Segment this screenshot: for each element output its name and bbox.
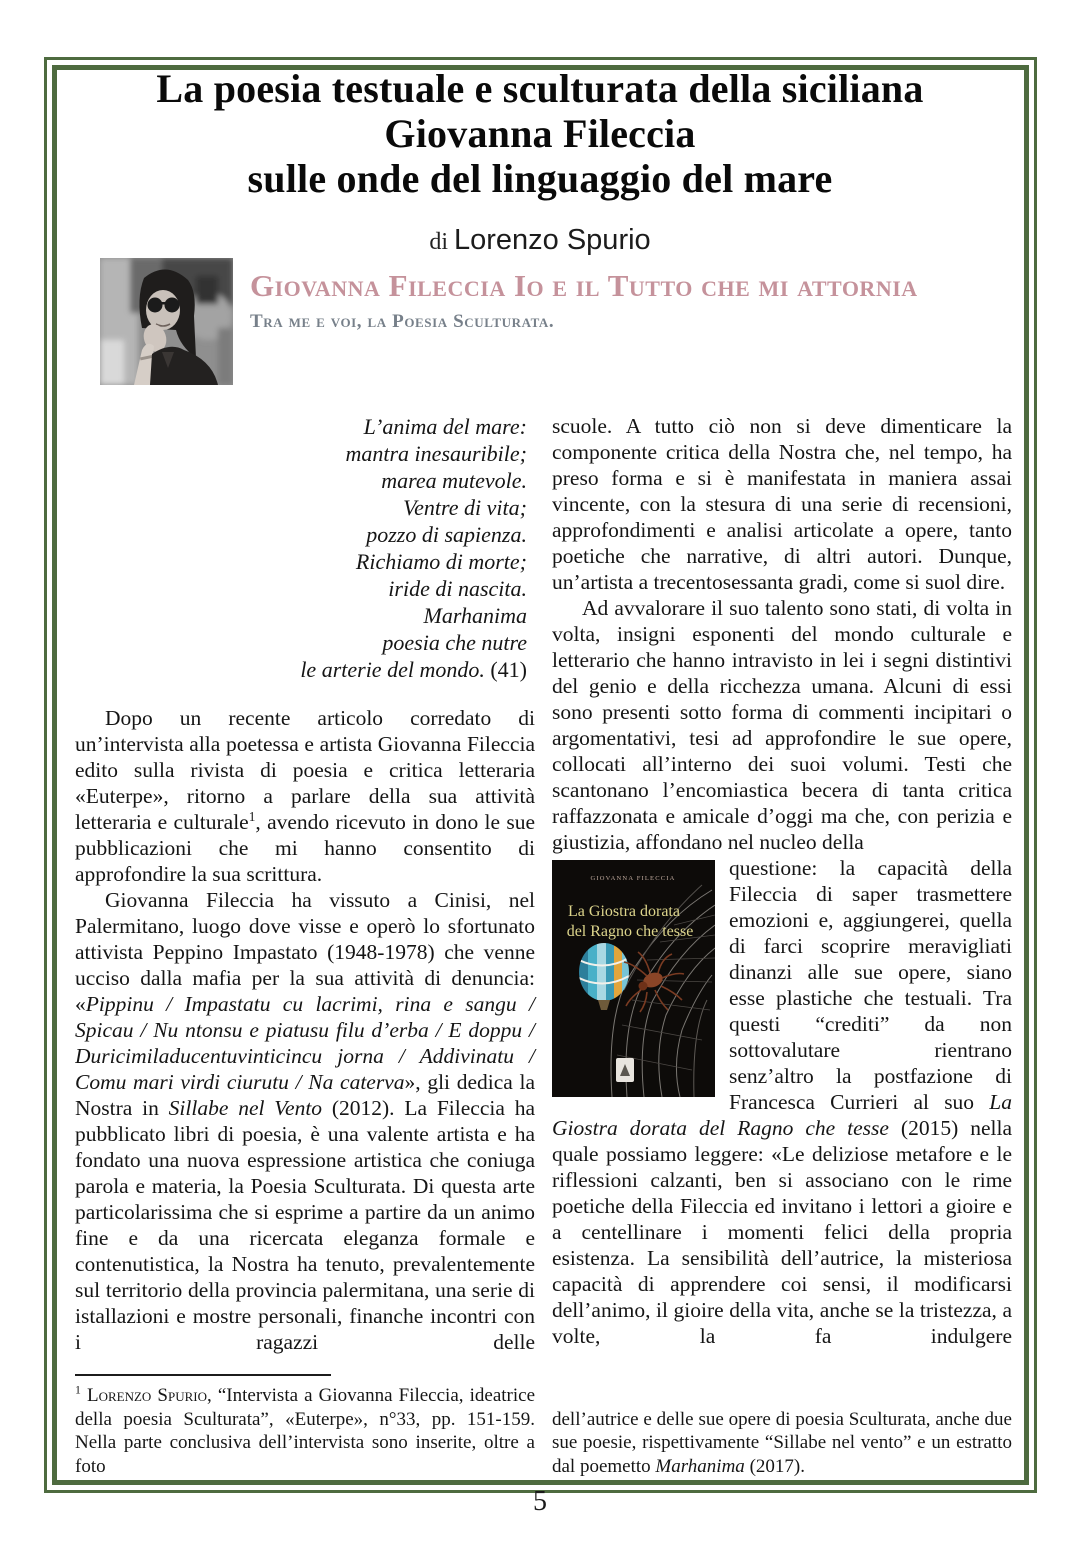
right-column bbox=[552, 413, 1012, 1478]
footnote-1-author: Lorenzo Spurio bbox=[87, 1385, 207, 1406]
book-title-sillabe: Sillabe nel Vento bbox=[168, 1096, 323, 1120]
paragraph-biography-text-cont: », gli dedica la Nostra in bbox=[75, 1070, 535, 1120]
byline bbox=[0, 224, 1080, 257]
byline-prefix: di bbox=[429, 229, 454, 255]
article-title bbox=[90, 66, 990, 201]
author-photo-image bbox=[100, 258, 233, 385]
book-cover-title-line1: La Giostra dorata bbox=[568, 903, 680, 920]
paragraph-with-cover bbox=[552, 855, 1012, 1349]
footnote-1-number: 1 bbox=[75, 1383, 81, 1397]
footnote-marhanima-title: Marhanima bbox=[655, 1455, 745, 1477]
footnote-1-continuation-end: (2017). bbox=[744, 1455, 805, 1477]
footnote-area-right bbox=[552, 1408, 1012, 1479]
banner bbox=[250, 269, 1020, 333]
poem-last-line-text: le arterie del mondo. bbox=[300, 657, 485, 682]
banner-subtitle: Tra me e voi, la Poesia Sculturata. bbox=[250, 311, 555, 332]
poem-last-line bbox=[75, 656, 527, 683]
paragraph-biography-text: Giovanna Fileccia ha vissuto a Cinisi, nel Palermitano, luogo dove visse e operò lo sfortunato attivista Peppino Impastato (1948-1978) che venne ucciso dalla mafia per la sua attività di denuncia: « bbox=[75, 888, 535, 1016]
left-column bbox=[75, 413, 535, 1478]
paragraph-critica: scuole. A tutto ciò non si deve dimenticare la componente critica della Nostra che, nel tempo, ha preso forma e si è manifestata in maniera assai vincente, con la stesura di una serie di recensioni, approfondimenti e analisi articolate a opere, tanto poetiche che narrative, di altri autori. Dunque, un’artista a trecentosessanta gradi, come si suol dire. bbox=[552, 414, 1012, 594]
byline-author: Lorenzo Spurio bbox=[453, 224, 651, 256]
article-title-line2: Giovanna Fileccia bbox=[384, 111, 696, 156]
poem-line: Richiamo di morte; bbox=[355, 549, 527, 574]
paragraph-giostra-text-end: (2015) nella quale possiamo leggere: «Le deliziose metafore e le riflessioni calzanti, ben si associano con le rime poetiche della Fileccia ed invitano i lettori a gioire e a centellinare i momenti felici della propria esistenza. La sensibilità dell’autrice, la misteriosa capacità di apprendere coi sensi, il modificarsi dell’animo, il gioire della vita, anche se la tristezza, a volte, la fa indulgere bbox=[552, 1116, 1013, 1348]
paragraph-biography bbox=[75, 887, 535, 1355]
book-cover-title-line2: del Ragno che tesse bbox=[566, 923, 694, 940]
poem-line: pozzo di sapienza. bbox=[366, 522, 527, 547]
paragraph-intro-text: Dopo un recente articolo corredato di un’intervista alla poetessa e artista Giovanna Fileccia edito sulla rivista di poesia e critica letteraria «Euterpe», ritorno a parlare della sua attività letteraria e culturale bbox=[75, 706, 535, 834]
poem-line: Marhanima bbox=[423, 603, 527, 628]
poem bbox=[75, 413, 535, 683]
poem-citation-number: (41) bbox=[484, 657, 527, 682]
paragraph-intro bbox=[75, 705, 535, 887]
book-title-giostra: La Giostra dorata del Ragno che tesse bbox=[552, 1090, 1012, 1140]
book-cover bbox=[552, 860, 715, 1097]
paragraph-talento: Ad avvalorare il suo talento sono stati, di volta in volta, insigni esponenti del mondo culturale e letterario che hanno intravisto in lei i segni distintivi del genio e della ricchezza umana. Alcuni di essi sono presenti sotto forma di commenti incipitari o argomentativi, tesi ad approfondire le sue opere, collocati all’interno dei suoi volumi. Testi che scantonano l’encomiastica becera di tanta critica raffazzonata e amicale d’oggi ma che, con perizia e giustizia, affondano nel nucleo della bbox=[552, 596, 1012, 854]
paragraph-intro-text-cont: , avendo ricevuto in dono le sue pubblicazioni che mi hanno consentito di approfondire la sua scrittura. bbox=[75, 810, 535, 886]
author-photo bbox=[100, 258, 233, 385]
poem-line: poesia che nutre bbox=[382, 630, 527, 655]
dialect-poem-quote: Pippinu / Impastatu cu lacrimi, rina e sangu / Spicau / Nu ntonsu e piatusu filu d’erba / E doppu / Duricimiladucentuvinticincu jorna / Addivinatu / Comu mari virdi ciurutu / Na caterva bbox=[75, 992, 535, 1094]
paragraph-giostra-text: questione: la capacità della Fileccia di saper trasmettere emozioni e, aggiungerei, quella di farci scoprire meravigliati dinanzi alle sue opere, siano esse plastiche che testuali. Tra questi “crediti” da non sottovalutare rientrano senz’altro la postfazione di Francesca Currieri al suo bbox=[729, 856, 1012, 1114]
article-title-line1: La poesia testuale e sculturata della siciliana bbox=[156, 66, 924, 111]
poem-line: iride di nascita. bbox=[388, 576, 527, 601]
poem-line: L’anima del mare: bbox=[363, 414, 527, 439]
paragraph-biography-text-end: (2012). La Fileccia ha pubblicato libri di poesia, è una valente artista e ha fondato una nuova espressione artistica che coniuga parola e materia, la Poesia Sculturata. Di questa arte particolarissima che si esprime a partire da un animo fine e da una ricercata eleganza formale e contenutistica, la Nostra ha tenuto, prevalentemente sul territorio della provincia palermitana, una serie di istallazioni e mostre personali, finanche incontri con i ragazzi delle bbox=[75, 1096, 536, 1354]
footnote-1-continuation: dell’autrice e delle sue opere di poesia Sculturata, anche due sue poesie, rispettivamente “Sillabe nel vento” e un estratto dal poemetto bbox=[552, 1408, 1012, 1477]
article-title-line3: sulle onde del linguaggio del mare bbox=[247, 156, 833, 201]
footnote-area-left bbox=[75, 1374, 535, 1478]
article-body bbox=[75, 413, 1013, 1478]
banner-title: Giovanna Fileccia Io e il Tutto che mi attornia bbox=[250, 268, 918, 303]
publisher-logo bbox=[616, 1058, 634, 1082]
page-number: 5 bbox=[533, 1486, 547, 1517]
footnote-1 bbox=[75, 1384, 535, 1478]
poem-line: marea mutevole. bbox=[381, 468, 527, 493]
footnote-marker-1: 1 bbox=[248, 808, 256, 824]
footnote-separator bbox=[75, 1374, 331, 1376]
book-cover-image bbox=[552, 860, 715, 1097]
poem-line: mantra inesauribile; bbox=[345, 441, 527, 466]
poem-line: Ventre di vita; bbox=[403, 495, 527, 520]
footnote-1-text: , “Intervista a Giovanna Fileccia, ideatrice della poesia Sculturata”, «Euterpe», n°33, pp. 151-159. Nella parte conclusiva dell’intervista sono inserite, oltre a foto bbox=[75, 1385, 536, 1477]
book-cover-author: GIOVANNA FILECCIA bbox=[590, 875, 676, 882]
